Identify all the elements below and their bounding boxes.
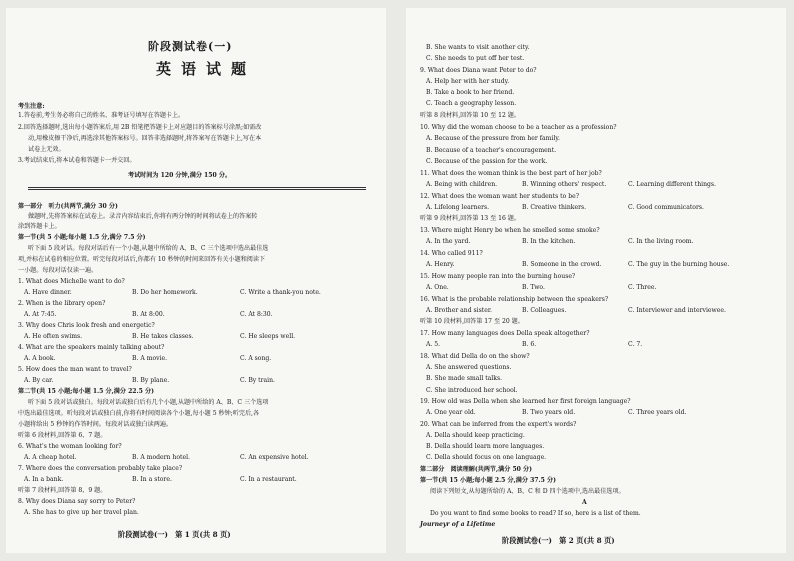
option-b: B. He takes classes. xyxy=(132,333,194,340)
option-a: A. Brother and sister. xyxy=(426,307,492,314)
option-a: A. She answered questions. xyxy=(426,364,512,371)
option-b: B. She wants to visit another city. xyxy=(426,44,530,51)
option-a: A. 5. xyxy=(426,341,441,348)
option-a: A. He often swims. xyxy=(24,333,83,340)
question-4: 4. What are the speakers mainly talking about? xyxy=(18,344,165,351)
option-c: C. At 8:30. xyxy=(240,311,273,318)
option-c: C. The guy in the burning house. xyxy=(628,261,730,268)
section1-title: 第一节(共 5 小题;每小题 1.5 分,满分 7.5 分) xyxy=(18,234,146,241)
listen-instruction: 听第 7 段材料,回答第 8、9 题。 xyxy=(18,487,107,494)
notice-line: 1.答卷前,考生务必将自己的姓名、准考证号填写在答题卡上。 xyxy=(18,112,185,119)
option-b: B. In the kitchen. xyxy=(522,238,576,245)
option-b: B. By plane. xyxy=(132,377,170,384)
question-8: 8. Why does Diana say sorry to Peter? xyxy=(18,498,136,505)
listen-instruction: 听第 8 段材料,回答第 10 至 12 题。 xyxy=(420,112,520,119)
passage-label: A xyxy=(582,499,587,506)
question-19: 19. How old was Della when she learned her first foreign language? xyxy=(420,398,631,405)
option-a: A. By car. xyxy=(24,377,54,384)
exam-subtitle: 英语试题 xyxy=(156,60,257,78)
option-a: A. Because of the pressure from her family. xyxy=(426,135,560,142)
option-c: C. Good communicators. xyxy=(628,204,704,211)
notice-title: 考生注意: xyxy=(18,103,45,110)
option-c: C. A song. xyxy=(240,355,272,362)
question-13: 13. Where might Henry be when he smelled some smoke? xyxy=(420,227,600,234)
option-b: B. Creative thinkers. xyxy=(522,204,587,211)
option-b: B. Two years old. xyxy=(522,409,576,416)
passage-text: Do you want to find some books to read? If so, here is a list of them. xyxy=(430,510,641,517)
option-c: C. 7. xyxy=(628,341,643,348)
question-20: 20. What can be inferred from the expert's words? xyxy=(420,421,577,428)
option-c: C. In the living room. xyxy=(628,238,694,245)
option-c: C. She needs to put off her test. xyxy=(426,55,525,62)
listen-instruction: 听第 6 段材料,回答第 6、7 题。 xyxy=(18,432,107,439)
question-9: 9. What does Diana want Peter to do? xyxy=(420,67,537,74)
page-footer: 阶段测试卷(一) 第 2 页(共 8 页) xyxy=(502,536,615,545)
listen-instruction: 听第 9 段材料,回答第 13 至 16 题。 xyxy=(420,215,520,222)
notice-line: 试卷上无效。 xyxy=(28,146,65,153)
question-10: 10. Why did the woman choose to be a teacher as a profession? xyxy=(420,124,617,131)
option-a: A. Lifelong learners. xyxy=(426,204,490,211)
question-17: 17. How many languages does Della speak altogether? xyxy=(420,330,590,337)
question-15: 15. How many people ran into the burning house? xyxy=(420,273,576,280)
option-a: A. Being with children. xyxy=(426,181,498,188)
question-6: 6. What's the woman looking for? xyxy=(18,443,122,450)
section2-intro: 听下面 5 段对话或独白。每段对话或独白后有几个小题,从题中所给的 A、B、C 三个选项 xyxy=(28,399,269,406)
option-b: B. 6. xyxy=(522,341,537,348)
option-a: A. At 7:45. xyxy=(24,311,57,318)
part1-title: 第一部分 听力(共两节,满分 30 分) xyxy=(18,203,118,210)
part2-section1-title: 第一节(共 15 小题;每小题 2.5 分,满分 37.5 分) xyxy=(420,477,557,484)
option-b: B. Winning others' respect. xyxy=(522,181,607,188)
option-c: C. Three years old. xyxy=(628,409,687,416)
option-a: A. She has to give up her travel plan. xyxy=(24,509,139,516)
divider xyxy=(28,189,366,190)
page-footer: 阶段测试卷(一) 第 1 页(共 8 页) xyxy=(118,530,231,539)
option-c: C. In a restaurant. xyxy=(240,476,297,483)
option-c: C. Write a thank-you note. xyxy=(240,289,321,296)
option-b: B. A movie. xyxy=(132,355,168,362)
option-c: C. Because of the passion for the work. xyxy=(426,158,548,165)
question-11: 11. What does the woman think is the best part of her job? xyxy=(420,170,602,177)
notice-line: 2.回答选择题时,选出每小题答案后,用 2B 铅笔把答题卡上对应题目的答案标号涂黑;如需改 xyxy=(18,124,262,131)
question-3: 3. Why does Chris look fresh and energetic? xyxy=(18,322,155,329)
option-b: B. Someone in the crowd. xyxy=(522,261,602,268)
passage-title: Journeyr of a Lifetime xyxy=(420,521,496,528)
option-c: C. Learning different things. xyxy=(628,181,716,188)
listen-instruction: 听第 10 段材料,回答第 17 至 20 题。 xyxy=(420,318,524,325)
option-b: B. A modern hotel. xyxy=(132,454,190,461)
section2-intro: 小题将给出 5 秒钟的作答时间。每段对话或独白读两遍。 xyxy=(18,421,173,428)
part1-intro: 涂到答题卡上。 xyxy=(18,223,61,230)
notice-line: 3.考试结束后,将本试卷和答题卡一并交回。 xyxy=(18,157,136,164)
option-a: A. One. xyxy=(426,284,449,291)
question-12: 12. What does the woman want her students to be? xyxy=(420,193,579,200)
question-7: 7. Where does the conversation probably take place? xyxy=(18,465,183,472)
option-b: B. Take a book to her friend. xyxy=(426,89,515,96)
option-a: A. Help her with her study. xyxy=(426,78,510,85)
option-b: B. At 8:00. xyxy=(132,311,165,318)
option-b: B. She made small talks. xyxy=(426,375,503,382)
option-c: C. Teach a geography lesson. xyxy=(426,100,517,107)
exam-page-1 xyxy=(6,8,386,553)
option-c: C. Three. xyxy=(628,284,657,291)
option-a: A. One year old. xyxy=(426,409,476,416)
divider xyxy=(28,187,366,188)
option-a: A. Have dinner. xyxy=(24,289,72,296)
option-a: A. A cheap hotel. xyxy=(24,454,77,461)
question-2: 2. When is the library open? xyxy=(18,300,106,307)
question-1: 1. What does Michelle want to do? xyxy=(18,278,125,285)
option-a: A. In a bank. xyxy=(24,476,64,483)
part2-title: 第二部分 阅读理解(共两节,满分 50 分) xyxy=(420,466,533,473)
option-c: C. By train. xyxy=(240,377,275,384)
section1-intro: 项,并标在试卷的相应位置。听完每段对话后,你都有 10 秒钟的时间来回答有关小题和阅读下 xyxy=(18,256,266,263)
section1-intro: 一小题。每段对话仅读一遍。 xyxy=(18,267,98,274)
option-c: C. He sleeps well. xyxy=(240,333,296,340)
question-18: 18. What did Della do on the show? xyxy=(420,353,530,360)
notice-line: 动,用橡皮擦干净后,再选涂其他答案标号。回答非选择题时,将答案写在答题卡上,写在本 xyxy=(28,135,262,142)
option-b: B. Two. xyxy=(522,284,545,291)
option-c: C. Interviewer and interviewee. xyxy=(628,307,726,314)
option-b: B. Colleagues. xyxy=(522,307,567,314)
option-b: B. Della should learn more languages. xyxy=(426,443,545,450)
option-b: B. In a store. xyxy=(132,476,172,483)
option-c: C. She introduced her school. xyxy=(426,387,518,394)
exam-title: 阶段测试卷(一) xyxy=(148,40,233,53)
exam-page-2 xyxy=(406,8,786,553)
section1-intro: 听下面 5 段对话。每段对话后有一个小题,从题中所给的 A、B、C 三个选项中选出最佳选 xyxy=(28,245,269,252)
option-c: C. Della should focus on one language. xyxy=(426,454,547,461)
option-a: A. A book. xyxy=(24,355,56,362)
exam-info: 考试时间为 120 分钟,满分 150 分。 xyxy=(128,172,232,179)
option-b: B. Do her homework. xyxy=(132,289,198,296)
section2-intro: 中选出最佳选项。听每段对话或独白前,你将有时间阅读各个小题,每小题 5 秒钟;听完后,各 xyxy=(18,410,260,417)
option-a: A. Della should keep practicing. xyxy=(426,432,525,439)
question-16: 16. What is the probable relationship between the speakers? xyxy=(420,296,609,303)
question-14: 14. Who called 911? xyxy=(420,250,483,257)
option-a: A. In the yard. xyxy=(426,238,471,245)
section2-title: 第二节(共 15 小题;每小题 1.5 分,满分 22.5 分) xyxy=(18,388,155,395)
question-5: 5. How does the man want to travel? xyxy=(18,366,132,373)
part2-section1-intro: 阅读下列短文,从每题所给的 A、B、C 和 D 四个选项中,选出最佳选项。 xyxy=(430,488,625,495)
part1-intro: 做题时,先将答案标在试卷上。录音内容结束后,你将有两分钟的时间将试卷上的答案转 xyxy=(28,213,258,220)
option-b: B. Because of a teacher's encouragement. xyxy=(426,147,557,154)
option-a: A. Henry. xyxy=(426,261,455,268)
option-c: C. An expensive hotel. xyxy=(240,454,309,461)
